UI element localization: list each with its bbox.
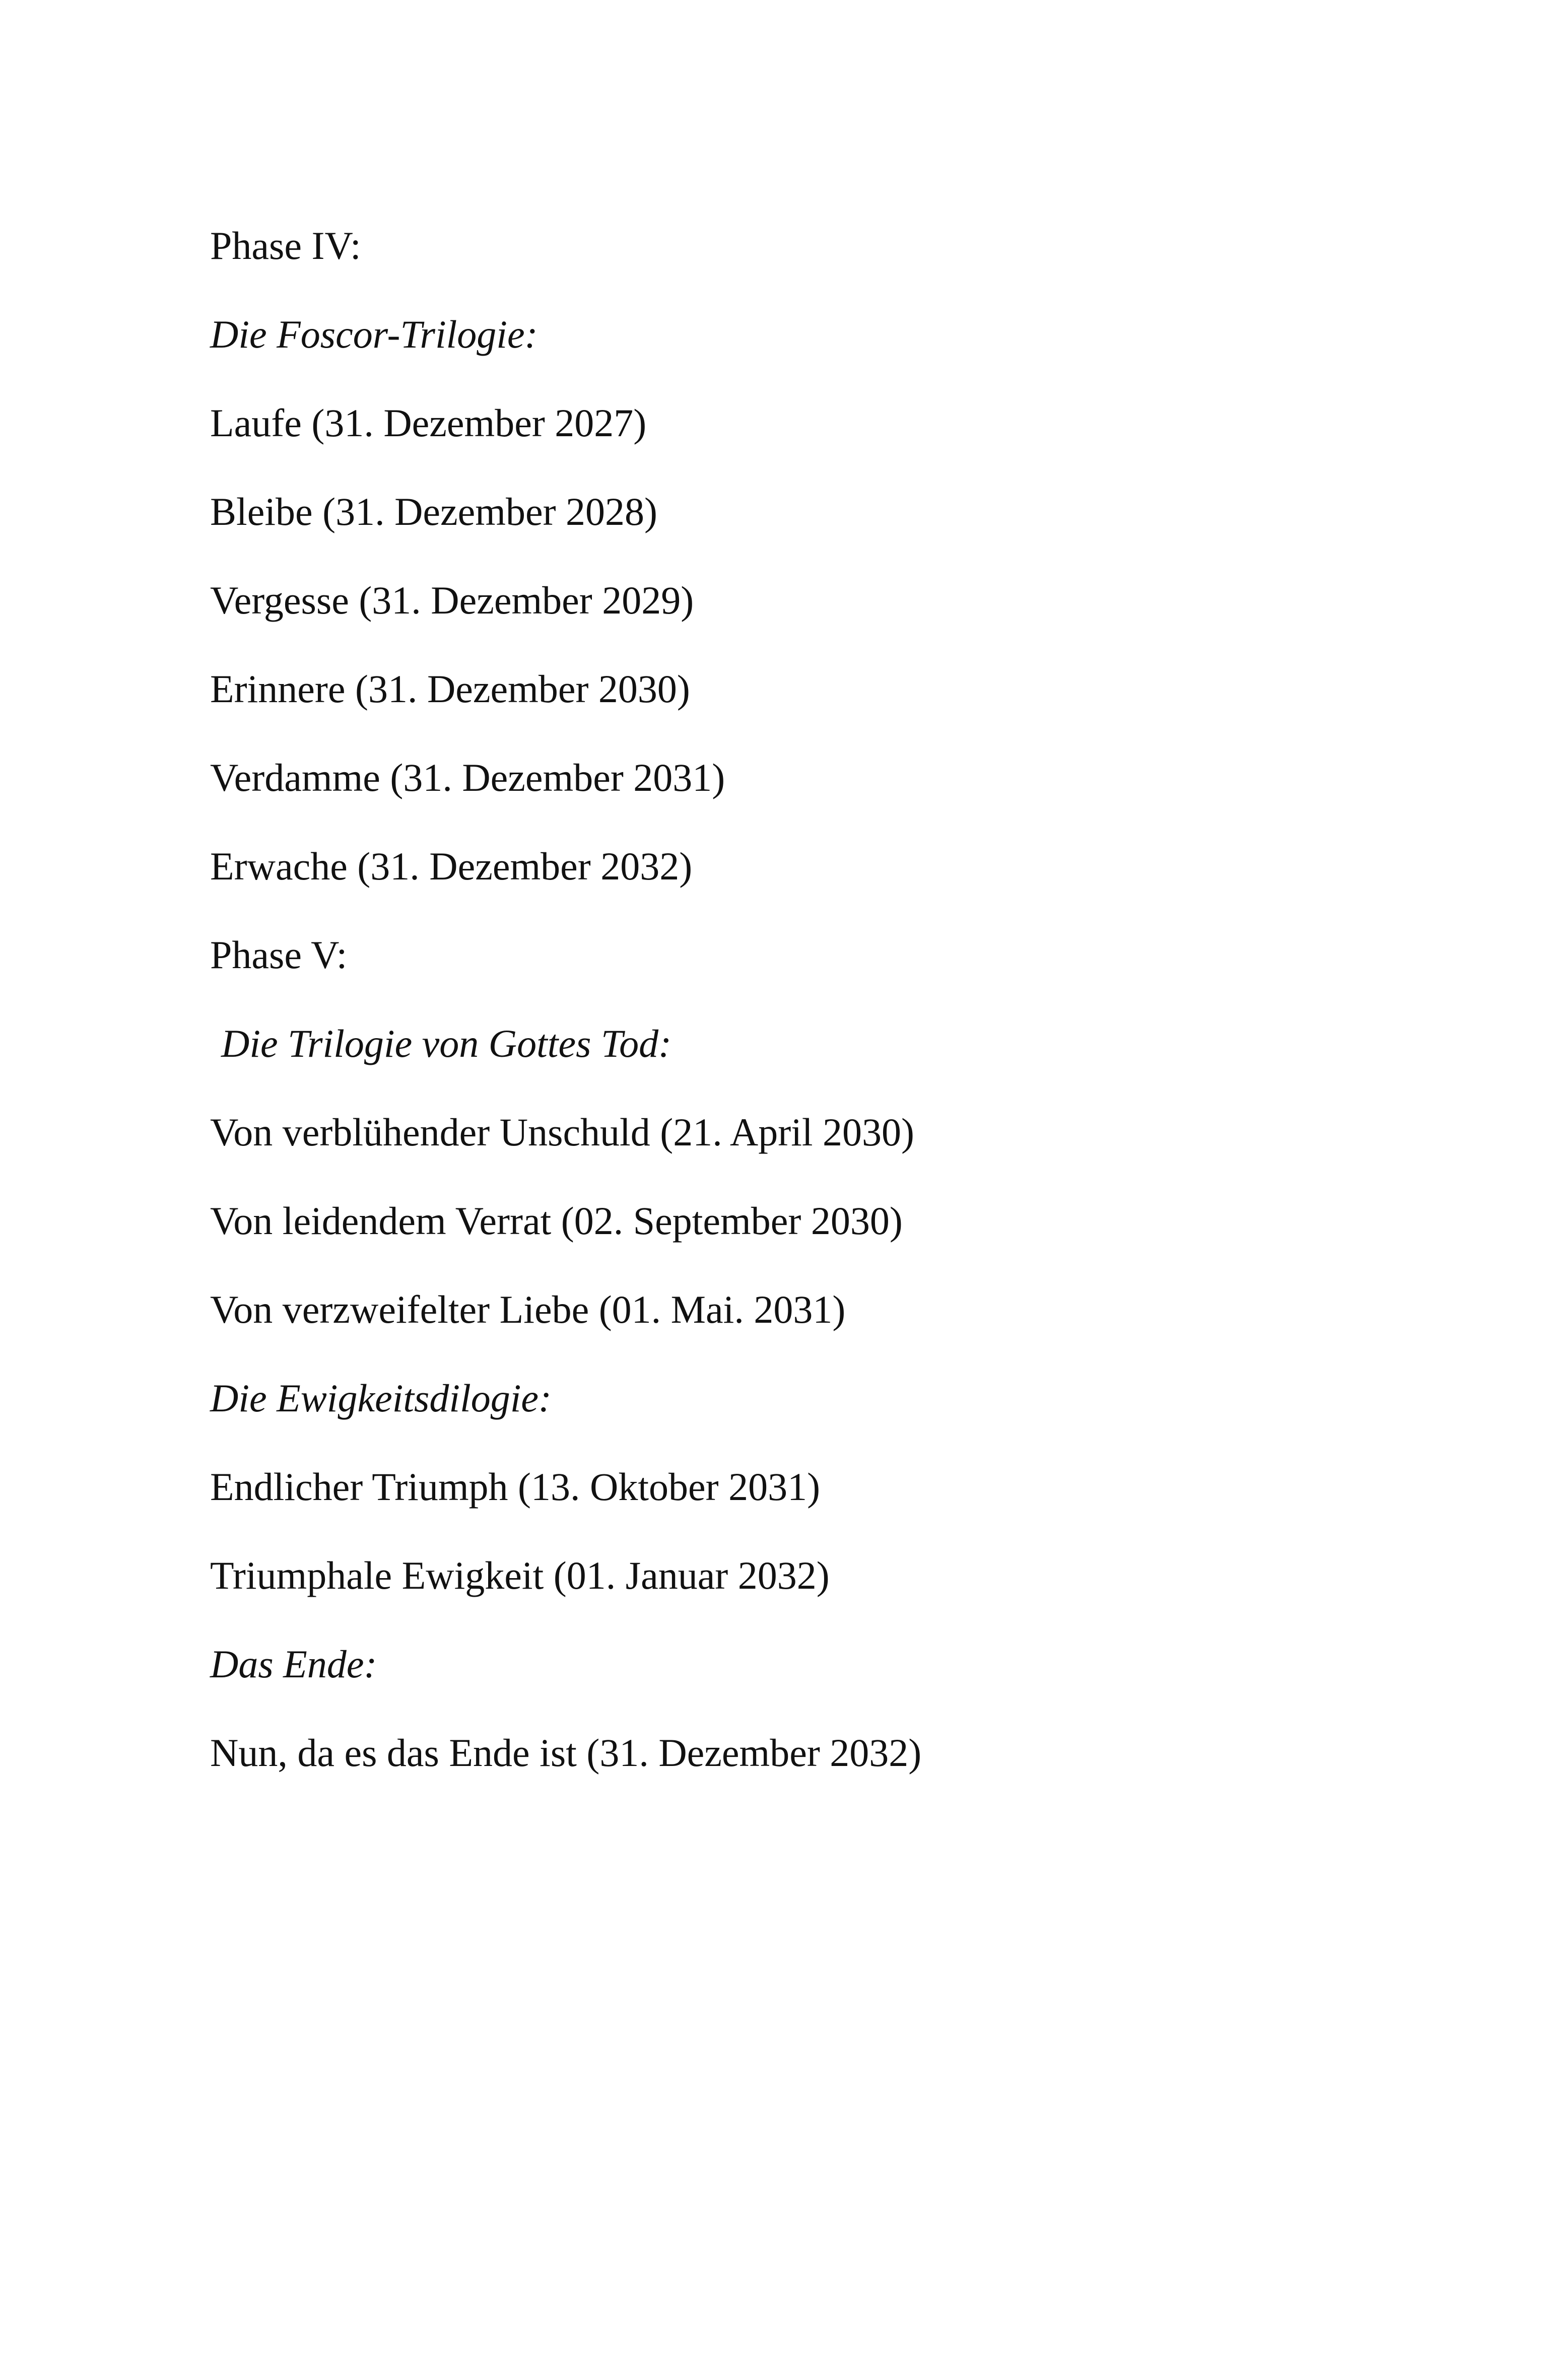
phase-heading: Phase V:: [210, 933, 348, 977]
book-entry: Verdamme (31. Dezember 2031): [210, 756, 725, 799]
book-entry: Erinnere (31. Dezember 2030): [210, 667, 690, 711]
series-heading: Das Ende:: [210, 1642, 377, 1686]
book-entry: Erwache (31. Dezember 2032): [210, 844, 693, 888]
book-entry: Triumphale Ewigkeit (01. Januar 2032): [210, 1553, 830, 1597]
series-heading: Die Trilogie von Gottes Tod:: [221, 1022, 672, 1065]
series-heading: Die Foscor-Trilogie:: [210, 312, 538, 356]
book-entry: Nun, da es das Ende ist (31. Dezember 2032): [210, 1731, 922, 1775]
series-heading: Die Ewigkeitsdilogie:: [210, 1376, 552, 1420]
book-entry: Von leidendem Verrat (02. September 2030): [210, 1199, 903, 1243]
book-entry: Bleibe (31. Dezember 2028): [210, 490, 658, 533]
phase-heading: Phase IV:: [210, 224, 361, 267]
book-entry: Vergesse (31. Dezember 2029): [210, 578, 694, 622]
publication-list: [210, 201, 1369, 1797]
book-entry: Endlicher Triumph (13. Oktober 2031): [210, 1465, 821, 1509]
book-entry: Von verzweifelter Liebe (01. Mai. 2031): [210, 1287, 846, 1331]
book-entry: Von verblühender Unschuld (21. April 2030): [210, 1110, 915, 1154]
book-entry: Laufe (31. Dezember 2027): [210, 401, 647, 445]
